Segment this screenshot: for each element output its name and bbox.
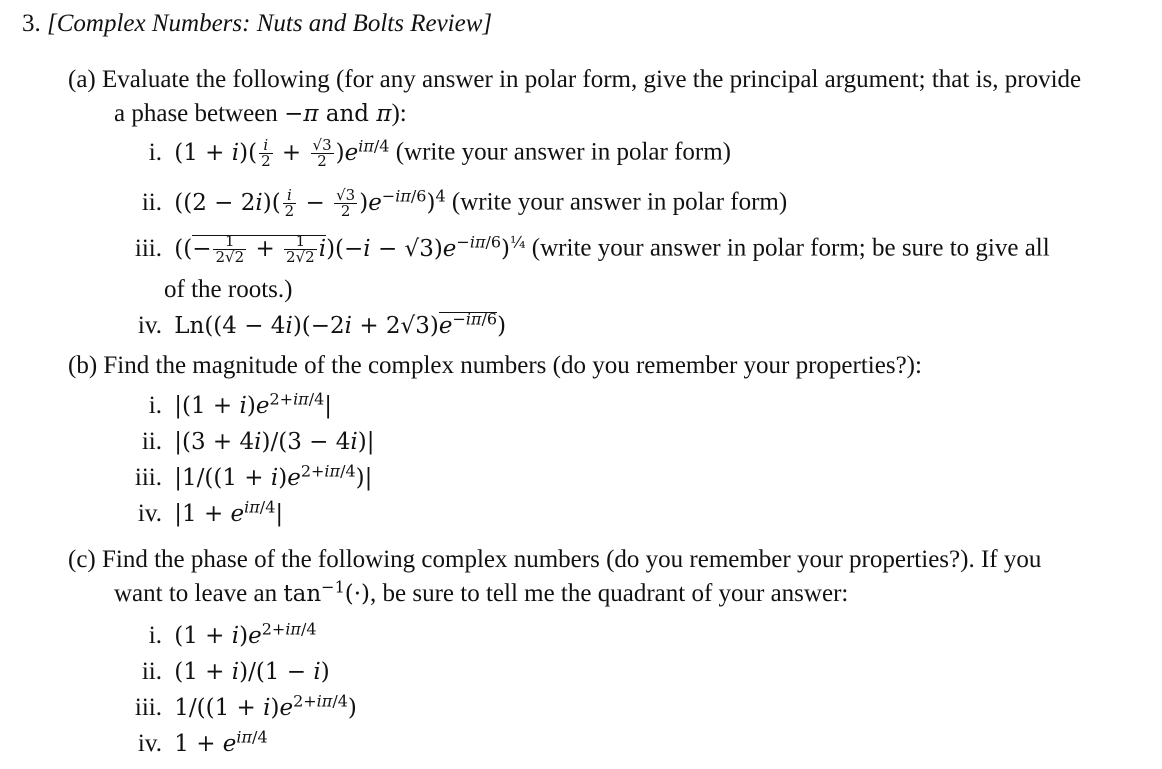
part-b-instruction: Find the magnitude of the complex numbers (do you remember your properties?):: [103, 352, 922, 379]
part-b-item-4: iv. $|1 + e^{i\pi/4}|$: [137, 497, 284, 527]
part-a-item-4: iv. $Ln((4 - 4i)(-2i + 2√3)e^{-i\pi/6})$: [137, 309, 507, 339]
part-b-item-2-expr: |(3 + 4i)/(3 − 4i)|: [174, 429, 375, 455]
part-b-heading: [68, 352, 922, 380]
part-c-instruction-line2: want to leave an $\tan^{-1}(\cdot)$, be sure to tell me the quadrant of your answer:: [114, 577, 849, 607]
part-c-heading: [68, 546, 1041, 574]
part-c-item-3-expr: $1/((1 + i)e^{2+i\pi/4})$: [174, 691, 357, 721]
part-a-item-2-note: (write your answer in polar form): [451, 188, 788, 216]
part-a-item-3-note: (write your answer in polar form; be sure to give all: [531, 234, 1050, 262]
part-b-item-4-expr: $|1 + e^{i\pi/4}|$: [174, 497, 284, 527]
part-b-item-2: ii. |(3 + 4i)/(3 − 4i)|: [141, 428, 375, 455]
part-a-instruction-line2: a phase between −π and π):: [114, 100, 407, 127]
part-a-item-3: iii. ((− $\frac{1}{2√2}$ + $\frac{1}{2√2}$ $i)(-i - √3)e^{-i\pi/6})^{\frac{1}{4}}$ (write your answer in polar form; be sure to give all: [134, 231, 1050, 266]
part-c-instruction-line1: Find the phase of the following complex numbers (do you remember your properties?). If you: [102, 546, 1042, 573]
part-a-item-2: ii. ((2 − 2i)( $\frac{i}{2}$ − $\frac{√3}{2}$ )$e^{-i\pi/6})^4$ (write your answer in polar form): [141, 185, 788, 220]
part-b-item-3: iii. $|1/((1 + i)e^{2+i\pi/4})|$: [134, 461, 373, 491]
part-c-label: (c): [68, 546, 96, 573]
part-b-item-1: i. $|(1 + i)e^{2+i\pi/4}|$: [148, 389, 333, 419]
problem-heading: [22, 10, 492, 38]
part-a-item-4-expr: $Ln((4 - 4i)(-2i + 2√3)e^{-i\pi/6})$: [174, 309, 507, 339]
part-b-item-3-expr: $|1/((1 + i)e^{2+i\pi/4})|$: [174, 461, 373, 491]
part-c-item-1: i. $(1 + i)e^{2+i\pi/4}$: [148, 619, 317, 649]
arctan-expr: $\tan^{-1}(\cdot)$: [283, 577, 371, 607]
problem-number: 3.: [22, 10, 41, 37]
part-a-instruction-line1: Evaluate the following (for any answer in polar form, give the principal argument; that is, provide: [102, 66, 1082, 93]
part-a-item-1-note: (write your answer in polar form): [395, 138, 732, 166]
problem-title: [Complex Numbers: Nuts and Bolts Review]: [47, 10, 493, 37]
part-b-item-1-expr: $|(1 + i)e^{2+i\pi/4}|$: [174, 389, 333, 419]
part-c-item-1-expr: $(1 + i)e^{2+i\pi/4}$: [174, 619, 317, 649]
part-c-item-2-expr: (1 + i)/(1 − i): [174, 659, 330, 685]
phase-range-expr: −π and π: [284, 101, 392, 127]
part-a-item-1-expr: (1 + i)( $\frac{i}{2}$ + $\frac{√3}{2}$ )$e^{i\pi/4}$: [174, 135, 390, 170]
part-b-label: (b): [68, 352, 98, 379]
part-a-item-2-expr: ((2 − 2i)( $\frac{i}{2}$ − $\frac{√3}{2}$ )$e^{-i\pi/6})^4$: [174, 185, 446, 220]
part-c-item-4-expr: $1 + e^{i\pi/4}$: [174, 727, 268, 757]
part-a-heading: [68, 66, 1081, 94]
part-a-item-3-expr: ((− $\frac{1}{2√2}$ + $\frac{1}{2√2}$ $i)(-i - √3)e^{-i\pi/6})^{\frac{1}{4}}$: [174, 231, 526, 266]
part-c-item-2: ii. (1 + i)/(1 − i): [141, 658, 330, 685]
part-c-item-4: iv. $1 + e^{i\pi/4}$: [137, 727, 268, 757]
part-c-item-3: iii. $1/((1 + i)e^{2+i\pi/4})$: [134, 691, 357, 721]
part-a-item-1: i. (1 + i)( $\frac{i}{2}$ + $\frac{√3}{2}$ )$e^{i\pi/4}$ (write your answer in polar form): [148, 135, 732, 170]
part-a-label: (a): [68, 66, 96, 93]
part-a-item-3-note-cont: of the roots.): [164, 276, 293, 303]
